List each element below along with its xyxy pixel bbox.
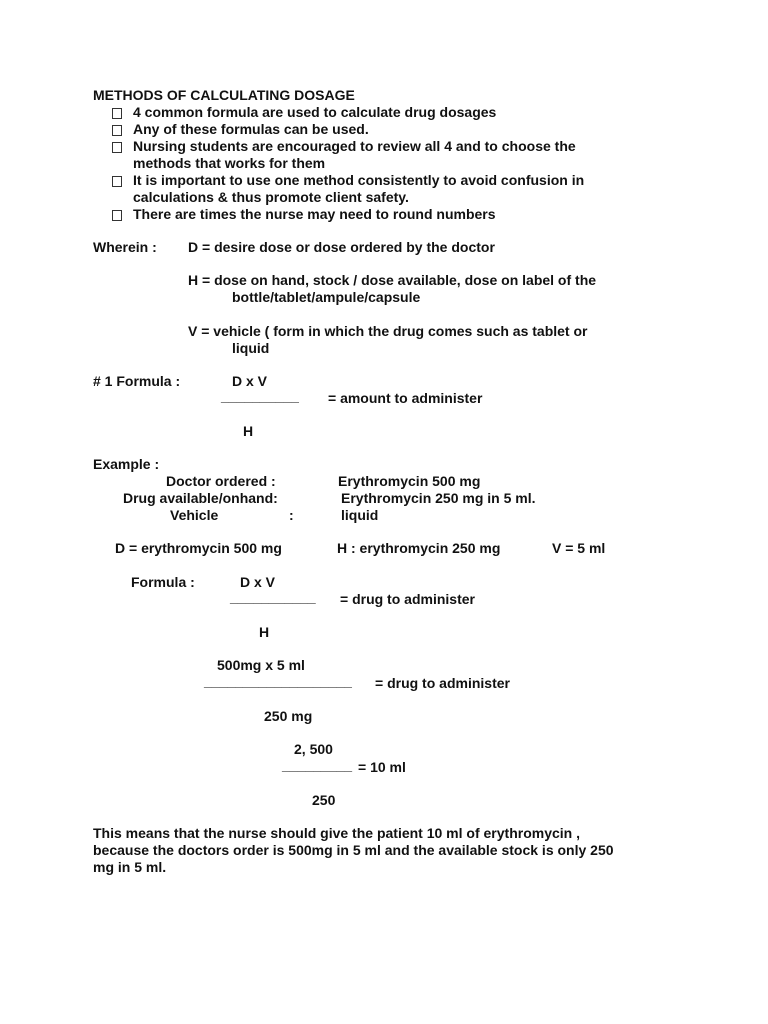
definition-v: V = vehicle ( form in which the drug comes such as tablet or [188,323,588,339]
calc2-denominator: 250 [312,792,336,808]
example-label: Example : [93,456,160,472]
bullet-box-icon [112,176,122,187]
bullet-text: Any of these formulas can be used. [133,121,369,137]
calc1-numerator: 500mg x 5 ml [217,657,305,673]
example-key-vehicle: Vehicle [170,507,219,523]
bullet-box-icon [112,108,122,119]
formula1-result: = amount to administer [328,390,483,406]
bullet-text: Nursing students are encouraged to review all 4 and to choose the [133,138,576,154]
formula2-label: Formula : [131,574,195,590]
bullet-box-icon [112,125,122,136]
formula1-denominator: H [243,423,254,439]
example-value-ordered: Erythromycin 500 mg [338,473,481,489]
definition-h-continued: bottle/tablet/ampule/capsule [232,289,421,305]
wherein-label: Wherein : [93,239,157,255]
calc2-fraction-line: _________ [282,757,353,773]
calc1-fraction-line: ___________________ [204,673,352,689]
calc1-denominator: 250 mg [264,708,313,724]
formula1-fraction-line: __________ [221,388,299,404]
formula2-denominator: H [259,624,270,640]
calc2-numerator: 2, 500 [294,741,333,757]
bullet-text-continued: calculations & thus promote client safety. [133,189,409,205]
bullet-text: There are times the nurse may need to round numbers [133,206,496,222]
calc2-result: = 10 ml [358,759,406,775]
value-v: V = 5 ml [552,540,606,556]
bullet-box-icon [112,142,122,153]
formula2-numerator: D x V [240,574,276,590]
definition-h: H = dose on hand, stock / dose available, dose on label of the [188,272,597,288]
conclusion-line: because the doctors order is 500mg in 5 ml and the available stock is only 250 [93,842,614,858]
bullet-text: 4 common formula are used to calculate drug dosages [133,104,497,120]
bullet-text-continued: methods that works for them [133,155,326,171]
calc1-result: = drug to administer [375,675,510,691]
conclusion-line: mg in 5 ml. [93,859,167,875]
formula2-fraction-line: ___________ [230,589,316,605]
example-colon: : [289,507,294,523]
definition-v-continued: liquid [232,340,270,356]
definition-d: D = desire dose or dose ordered by the doctor [188,239,495,255]
example-value-vehicle: liquid [341,507,379,523]
value-d: D = erythromycin 500 mg [115,540,282,556]
bullet-box-icon [112,210,122,221]
value-h: H : erythromycin 250 mg [337,540,501,556]
example-key-ordered: Doctor ordered : [166,473,276,489]
example-value-available: Erythromycin 250 mg in 5 ml. [341,490,536,506]
example-key-available: Drug available/onhand: [123,490,278,506]
formula1-label: # 1 Formula : [93,373,181,389]
bullet-text: It is important to use one method consistently to avoid confusion in [133,172,585,188]
page-title: METHODS OF CALCULATING DOSAGE [93,87,355,103]
formula2-result: = drug to administer [340,591,475,607]
conclusion-line: This means that the nurse should give the patient 10 ml of erythromycin , [93,825,580,841]
formula1-numerator: D x V [232,373,268,389]
